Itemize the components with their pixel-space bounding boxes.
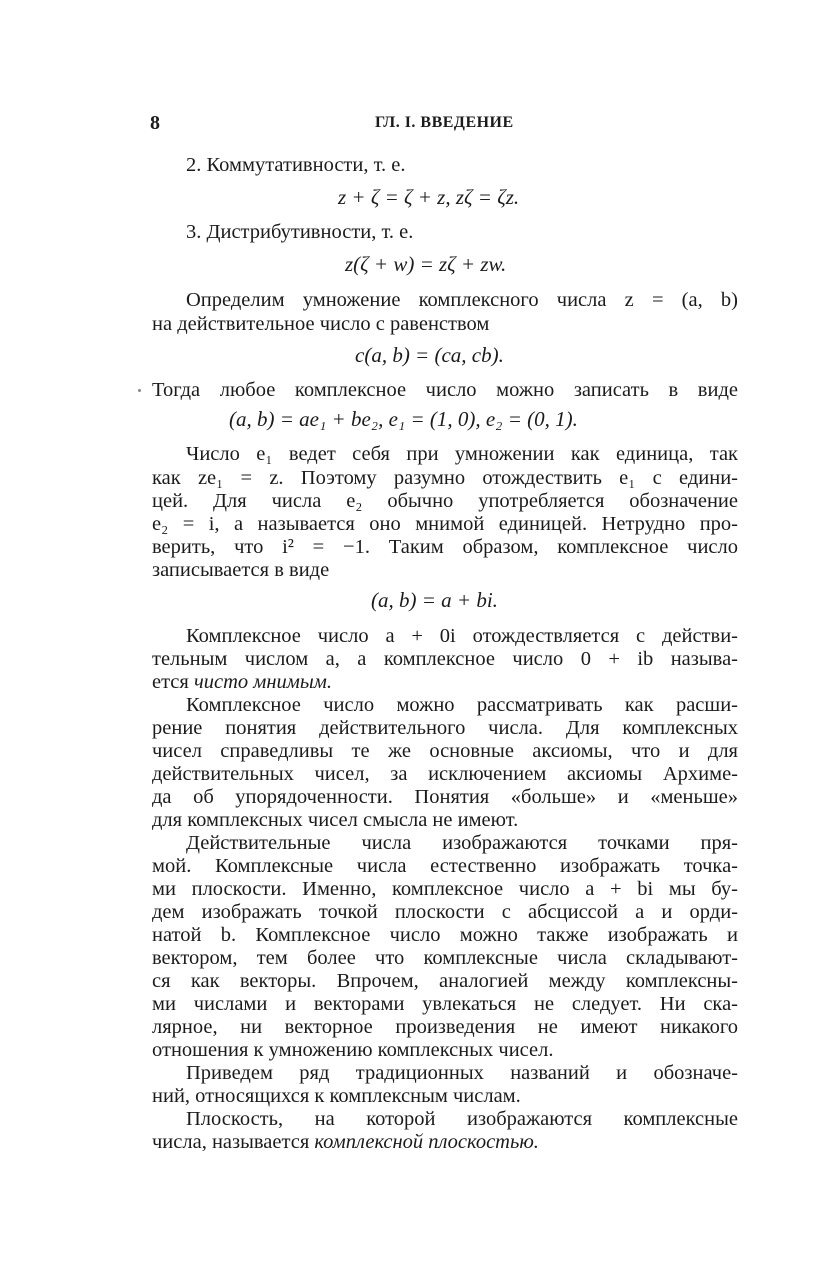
text-line: действительных чисел, за исключением аксиомы Архиме- [152,763,738,785]
text-line [152,670,332,694]
equation: c(a, b) = (ca, cb). [355,343,504,367]
text-line: мой. Комплексные числа естественно изображать точка- [152,855,738,877]
text-line: лярное, ни векторное произведения не имеют никакого [152,1016,738,1038]
text-line: натой b. Комплексное число можно также изображать и [152,924,738,946]
text-line: как ze₁ = z. Поэтому разумно отождествить e₁ с едини- [152,467,738,489]
text-line: e₂ = i, а называется оно мнимой единицей. Нетрудно про- [152,513,738,535]
running-head: ГЛ. I. ВВЕДЕНИЕ [375,114,514,131]
text-line: для комплексных чисел смысла не имеют. [152,809,519,831]
text-line [152,1130,539,1154]
equation: (a, b) = ae₁ + be₂, e₁ = (1, 0), e₂ = (0, 1). [229,407,578,431]
text-line: ний, относящихся к комплексным числам. [152,1085,521,1107]
text-line: Плоскость, на которой изображаются комплексные [186,1108,738,1130]
text-line: рение понятия действительного числа. Для комплексных [152,717,738,739]
equation: z + ζ = ζ + z, zζ = ζz. [338,185,520,209]
italic-term: комплексной плоскостью. [314,1131,539,1153]
text-line: ся как векторы. Впрочем, аналогией между комплексны- [152,970,738,992]
text-line: записывается в виде [152,559,330,581]
text-line: Приведем ряд традиционных названий и обозначе- [186,1062,738,1084]
text-line: 2. Коммутативности, т. е. [186,154,406,176]
print-speck [138,389,141,392]
text-line: Комплексное число a + 0i отождествляется с действи- [186,625,738,647]
text-line: чисел справедливы те же основные аксиомы, что и для [152,740,738,762]
text-line: да об упорядоченности. Понятия «больше» и «меньше» [152,786,738,808]
text-line: верить, что i² = −1. Таким образом, комплексное число [152,536,738,558]
text-line: Число e₁ ведет себя при умножении как единица, так [186,443,738,465]
text-line: ми числами и векторами увлекаться не следует. Ни ска- [152,993,738,1015]
text-line: на действительное число c равенством [152,313,490,335]
equation: (a, b) = a + bi. [371,588,498,612]
page-header [150,112,746,138]
text-span: числа, называется [152,1131,315,1153]
text-line: Определим умножение комплексного числа z = (a, b) [186,289,738,311]
text-line: цей. Для числа e₂ обычно употребляется обозначение [152,490,738,512]
page-number: 8 [150,112,160,134]
italic-term: чисто мнимым. [193,671,332,693]
text-line: ми плоскости. Именно, комплексное число a + bi мы бу- [152,878,738,900]
text-line: Комплексное число можно рассматривать как расши- [186,694,738,716]
text-line: тельным числом a, а комплексное число 0 + ib называ- [152,648,738,670]
text-line: Тогда любое комплексное число можно записать в виде [152,379,738,401]
equation: z(ζ + w) = zζ + zw. [345,252,507,276]
text-line: отношения к умножению комплексных чисел. [152,1039,554,1061]
text-line: Действительные числа изображаются точками пря- [186,832,738,854]
text-line: 3. Дистрибутивности, т. е. [186,221,414,243]
text-line: вектором, тем более что комплексные числа складывают- [152,947,738,969]
text-line: дем изображать точкой плоскости с абсциссой a и орди- [152,901,738,923]
text-span: ется [152,671,194,693]
